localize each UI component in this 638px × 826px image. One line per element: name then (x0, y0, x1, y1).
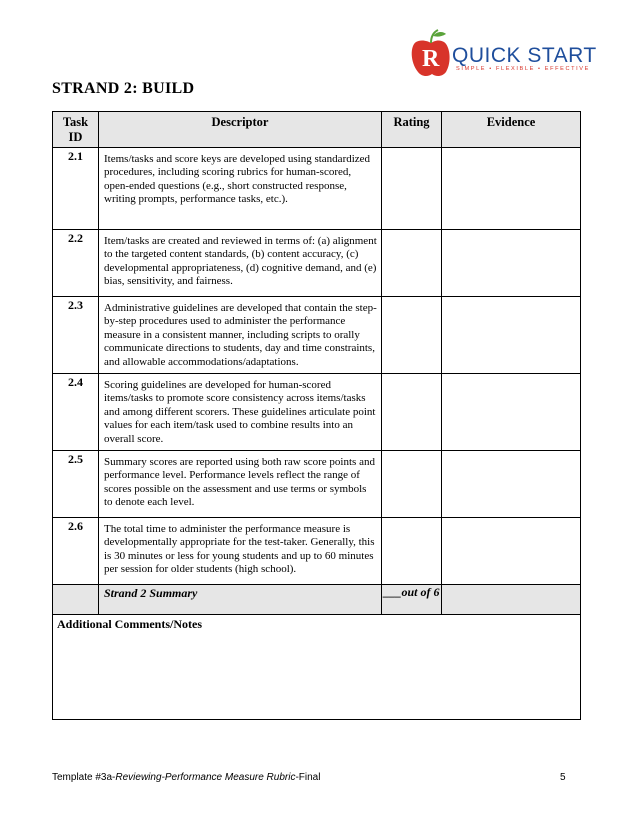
rating-cell[interactable] (382, 148, 442, 230)
header-rating: Rating (382, 112, 442, 148)
table-row (53, 518, 581, 585)
table-row (53, 451, 581, 518)
descriptor-text: Administrative guidelines are developed that contain the step-by-step procedures used to administer the performance measure in a consistent manner, including scripts to orally communicate directions to students, day and time constraints, and allowable accommodations/adaptations. (99, 297, 382, 374)
table-row (53, 230, 581, 297)
summary-label: Strand 2 Summary (99, 585, 382, 615)
evidence-cell[interactable] (442, 374, 581, 451)
task-id: 2.4 (53, 374, 99, 451)
header-evidence: Evidence (442, 112, 581, 148)
evidence-cell[interactable] (442, 451, 581, 518)
rating-cell[interactable] (382, 451, 442, 518)
header-row (53, 112, 581, 148)
footer-prefix: Template #3a- (52, 772, 116, 783)
task-id: 2.5 (53, 451, 99, 518)
summary-rating[interactable]: ___out of 6 (382, 585, 442, 615)
task-id: 2.1 (53, 148, 99, 230)
header-descriptor: Descriptor (99, 112, 382, 148)
rating-cell[interactable] (382, 297, 442, 374)
descriptor-text: Items/tasks and score keys are developed using standardized procedures, including scoring rubrics for human-scored, open-ended questions (e.g., short constructed response, writing prompts, performance tasks, etc.). (99, 148, 382, 230)
page-number: 5 (560, 772, 566, 783)
descriptor-text: Scoring guidelines are developed for human-scored items/tasks to promote score consistency across items/tasks and among different scorers. These guidelines articulate point values for each item/task used to combine results into an overall score. (99, 374, 382, 451)
table-row (53, 374, 581, 451)
table-row (53, 148, 581, 230)
evidence-cell[interactable] (442, 230, 581, 297)
summary-id-cell (53, 585, 99, 615)
descriptor-text: Summary scores are reported using both raw score points and performance level. Performance levels reflect the range of scores possible on the assessment and use terms or symbols to denote each level. (99, 451, 382, 518)
descriptor-text: The total time to administer the performance measure is developmentally appropriate for the test-taker. Generally, this is 30 minutes or less for young students and up to 60 minutes per session for older students (high school). (99, 518, 382, 585)
task-id: 2.3 (53, 297, 99, 374)
footer-doc-title: Reviewing-Performance Measure Rubric (115, 772, 296, 783)
header-task-id: Task ID (53, 112, 99, 148)
summary-row (53, 585, 581, 615)
evidence-cell[interactable] (442, 148, 581, 230)
svg-text:R: R (422, 46, 440, 72)
task-id: 2.2 (53, 230, 99, 297)
comments-row (53, 615, 581, 720)
descriptor-text: Item/tasks are created and reviewed in terms of: (a) alignment to the targeted content standards, (b) content accuracy, (c) developmental appropriateness, (d) cognitive demand, and (e) bias, sensitivity, and fairness. (99, 230, 382, 297)
rating-cell[interactable] (382, 230, 442, 297)
rubric-table (52, 111, 581, 720)
logo-name: QUICK START (452, 44, 597, 67)
rating-cell[interactable] (382, 518, 442, 585)
page-title: STRAND 2: BUILD (52, 80, 195, 97)
comments-label: Additional Comments/Notes (57, 617, 203, 632)
task-id: 2.6 (53, 518, 99, 585)
logo-tagline: SIMPLE • FLEXIBLE • EFFECTIVE (456, 66, 590, 72)
comments-box[interactable] (53, 615, 581, 720)
rating-cell[interactable] (382, 374, 442, 451)
summary-evidence-cell (442, 585, 581, 615)
evidence-cell[interactable] (442, 518, 581, 585)
footer-text (52, 772, 320, 783)
evidence-cell[interactable] (442, 297, 581, 374)
table-row (53, 297, 581, 374)
footer-suffix: -Final (295, 772, 321, 783)
